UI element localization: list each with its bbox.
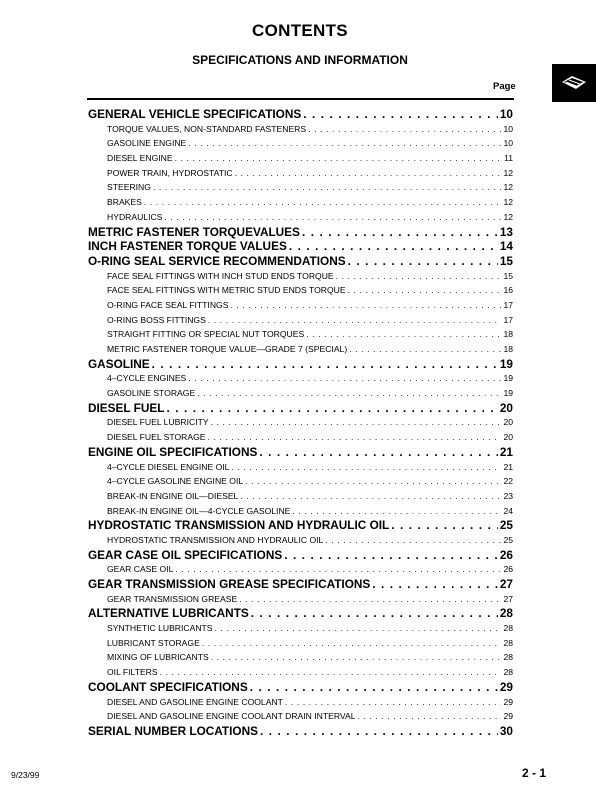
- toc-entry-page: 14: [499, 239, 513, 254]
- toc-entry-page: 29: [499, 679, 513, 694]
- toc-entry-page: 11: [504, 153, 513, 164]
- toc-entry-page: 10: [503, 138, 513, 149]
- dot-leader: [284, 548, 498, 563]
- toc-entry-page: 20: [503, 417, 513, 428]
- toc-subentry[interactable]: [88, 489, 513, 504]
- toc-subentry[interactable]: [88, 636, 513, 651]
- toc-entry-label: GEAR TRANSMISSION GREASE SPECIFICATIONS: [88, 577, 371, 591]
- toc-section-entry[interactable]: [88, 445, 513, 460]
- toc-entry-page: 21: [503, 461, 513, 472]
- dot-leader: [348, 254, 498, 269]
- dot-leader: [260, 724, 498, 739]
- toc-entry-label: BRAKES: [107, 197, 142, 208]
- footer-page-number: 2 - 1: [522, 766, 547, 780]
- toc-subentry[interactable]: [88, 269, 513, 284]
- dot-leader: [208, 313, 502, 328]
- toc-entry-label: DIESEL AND GASOLINE ENGINE COOLANT DRAIN INTERVAL: [107, 711, 356, 722]
- toc-subentry[interactable]: [88, 327, 513, 342]
- toc-subentry[interactable]: [88, 151, 513, 166]
- toc-subentry[interactable]: [88, 122, 513, 137]
- dot-leader: [303, 107, 498, 122]
- toc-entry-page: 19: [503, 388, 513, 399]
- section-subtitle: SPECIFICATIONS AND INFORMATION: [192, 53, 408, 67]
- toc-section-entry[interactable]: [88, 724, 513, 739]
- toc-entry-page: 21: [499, 444, 513, 459]
- dot-leader: [349, 342, 501, 357]
- page-column-label: Page: [493, 81, 516, 92]
- dot-leader: [245, 474, 501, 489]
- toc-entry-label: MIXING OF LUBRICANTS: [107, 652, 209, 663]
- dot-leader: [325, 533, 501, 548]
- dot-leader: [336, 269, 502, 284]
- toc-entry-page: 26: [503, 564, 513, 575]
- toc-entry-label: DIESEL ENGINE: [107, 153, 173, 164]
- toc-entry-page: 28: [503, 652, 513, 663]
- dot-leader: [372, 577, 498, 592]
- toc-entry-label: 4–CYCLE ENGINES: [107, 373, 187, 384]
- toc-section-entry[interactable]: [88, 107, 513, 122]
- toc-entry-label: 4–CYCLE GASOLINE ENGINE OIL: [107, 476, 244, 487]
- toc-entry-page: 27: [499, 577, 513, 591]
- dot-leader: [302, 225, 498, 240]
- toc-subentry[interactable]: [88, 504, 513, 519]
- toc-subentry[interactable]: [88, 210, 513, 225]
- toc-entry-page: 25: [503, 534, 513, 545]
- toc-entry-label: GASOLINE STORAGE: [107, 388, 196, 399]
- toc-entry-label: HYDROSTATIC TRANSMISSION AND HYDRAULIC OIL: [88, 518, 390, 533]
- toc-entry-label: STRAIGHT FITTING OR SPECIAL NUT TORQUES: [107, 329, 305, 340]
- toc-section-entry[interactable]: [88, 225, 513, 240]
- toc-entry-label: HYDROSTATIC TRANSMISSION AND HYDRAULIC OIL: [107, 534, 324, 545]
- toc-section-entry[interactable]: [88, 606, 513, 621]
- toc-entry-label: DIESEL AND GASOLINE ENGINE COOLANT: [107, 696, 283, 707]
- dot-leader: [289, 239, 498, 254]
- toc-entry-page: 12: [503, 182, 513, 193]
- toc-entry-label: GASOLINE: [88, 356, 150, 371]
- toc-entry-page: 28: [499, 606, 513, 621]
- toc-entry-page: 18: [503, 344, 513, 354]
- toc-entry-page: 25: [499, 518, 513, 533]
- toc-section-entry[interactable]: [88, 239, 513, 254]
- dot-leader: [166, 401, 497, 416]
- toc-entry-page: 10: [503, 123, 513, 134]
- dot-leader: [235, 166, 502, 181]
- dot-leader: [250, 680, 498, 695]
- dot-leader: [211, 415, 502, 430]
- toc-section-entry[interactable]: [88, 357, 513, 372]
- toc-subentry[interactable]: [88, 371, 513, 386]
- dot-leader: [292, 504, 501, 519]
- toc-subentry[interactable]: [88, 195, 513, 210]
- toc-entry-page: 24: [503, 505, 513, 516]
- toc-entry-label: ENGINE OIL SPECIFICATIONS: [88, 444, 258, 459]
- toc-entry-label: METRIC FASTENER TORQUEVALUES: [88, 224, 300, 239]
- toc-subentry[interactable]: [88, 430, 513, 445]
- toc-entry-page: 28: [503, 623, 513, 634]
- dot-leader: [239, 592, 501, 607]
- dot-leader: [164, 210, 501, 225]
- dot-leader: [348, 283, 502, 298]
- dot-leader: [358, 709, 502, 724]
- toc-section-entry[interactable]: [88, 254, 513, 269]
- toc-entry-page: 15: [503, 270, 513, 281]
- toc-subentry[interactable]: [88, 709, 513, 724]
- toc-entry-page: 19: [499, 356, 513, 371]
- toc-subentry[interactable]: [88, 298, 513, 313]
- toc-entry-label: GENERAL VEHICLE SPECIFICATIONS: [88, 107, 302, 121]
- toc-entry-page: 20: [499, 400, 513, 415]
- toc-entry-page: 12: [503, 167, 513, 178]
- toc-subentry[interactable]: [88, 166, 513, 181]
- toc-section-entry[interactable]: [88, 401, 513, 416]
- toc-subentry[interactable]: [88, 460, 513, 475]
- dot-leader: [175, 562, 501, 577]
- toc-entry-page: 13: [499, 224, 513, 239]
- toc-subentry[interactable]: [88, 415, 513, 430]
- toc-entry-label: BREAK-IN ENGINE OIL—4-CYCLE GASOLINE: [107, 505, 291, 516]
- toc-entry-label: METRIC FASTENER TORQUE VALUE—GRADE 7 (SPECIAL): [107, 344, 348, 354]
- toc-subentry[interactable]: [88, 313, 513, 328]
- toc-entry-page: 27: [503, 593, 513, 604]
- page-title: CONTENTS: [252, 21, 348, 40]
- toc-subentry[interactable]: [88, 180, 513, 195]
- toc-entry-page: 20: [503, 432, 513, 443]
- toc-entry-label: POWER TRAIN, HYDROSTATIC: [107, 167, 233, 178]
- dot-leader: [259, 445, 498, 460]
- toc-section-entry[interactable]: [88, 577, 513, 592]
- toc-entry-label: INCH FASTENER TORQUE VALUES: [88, 239, 287, 254]
- toc-entry-page: 12: [503, 211, 513, 222]
- section-tab[interactable]: [552, 64, 596, 102]
- toc-entry-label: ALTERNATIVE LUBRICANTS: [88, 606, 249, 621]
- dot-leader: [175, 151, 502, 166]
- toc-entry-page: 19: [503, 373, 513, 384]
- toc-entry-page: 15: [499, 253, 513, 268]
- dot-leader: [202, 636, 502, 651]
- toc-subentry[interactable]: [88, 136, 513, 151]
- dot-leader: [197, 386, 501, 401]
- toc-entry-page: 12: [503, 197, 513, 208]
- toc-entry-page: 18: [503, 329, 513, 340]
- toc-entry-label: 4–CYCLE DIESEL ENGINE OIL: [107, 461, 230, 472]
- dot-leader: [215, 621, 502, 636]
- toc-section-entry[interactable]: [88, 518, 513, 533]
- toc-entry-label: O-RING BOSS FITTINGS: [107, 314, 206, 325]
- toc-entry-page: 10: [499, 107, 513, 121]
- toc-entry-label: BREAK-IN ENGINE OIL—DIESEL: [107, 490, 239, 501]
- toc-entry-label: GEAR CASE OIL: [107, 564, 174, 575]
- dot-leader: [211, 650, 502, 665]
- toc-entry-page: 16: [503, 285, 513, 296]
- manual-book-icon: [560, 74, 588, 92]
- toc-entry-page: 29: [503, 711, 513, 722]
- toc-entry-page: 28: [503, 667, 513, 678]
- toc-section-entry[interactable]: [88, 680, 513, 695]
- dot-leader: [230, 298, 501, 313]
- toc-subentry[interactable]: [88, 592, 513, 607]
- toc-entry-label: GASOLINE ENGINE: [107, 138, 187, 149]
- dot-leader: [188, 136, 501, 151]
- toc-subentry[interactable]: [88, 474, 513, 489]
- toc-subentry[interactable]: [88, 562, 513, 577]
- toc-entry-page: 26: [499, 547, 513, 562]
- toc-subentry[interactable]: [88, 621, 513, 636]
- toc-entry-page: 23: [503, 490, 513, 501]
- dot-leader: [391, 518, 498, 533]
- toc-entry-label: TORQUE VALUES, NON-STANDARD FASTENERS: [107, 123, 307, 134]
- toc-subentry[interactable]: [88, 695, 513, 710]
- toc-entry-label: DIESEL FUEL: [88, 400, 165, 415]
- toc-subentry[interactable]: [88, 533, 513, 548]
- toc-entry-label: GEAR CASE OIL SPECIFICATIONS: [88, 547, 283, 562]
- header-rule: [87, 98, 514, 100]
- dot-leader: [160, 665, 502, 680]
- dot-leader: [208, 430, 502, 445]
- footer-date: 9/23/99: [11, 770, 40, 780]
- dot-leader: [308, 122, 501, 137]
- dot-leader: [240, 489, 501, 504]
- dot-leader: [231, 460, 501, 475]
- toc-entry-label: O-RING SEAL SERVICE RECOMMENDATIONS: [88, 253, 346, 268]
- toc-entry-page: 17: [503, 299, 513, 310]
- dot-leader: [153, 180, 502, 195]
- toc-subentry[interactable]: [88, 665, 513, 680]
- toc-entry-page: 30: [499, 723, 513, 738]
- toc-entry-label: COOLANT SPECIFICATIONS: [88, 679, 248, 694]
- dot-leader: [152, 357, 498, 372]
- toc-entry-page: 17: [503, 314, 513, 325]
- toc-entry-label: SYNTHETIC LUBRICANTS: [107, 623, 213, 634]
- dot-leader: [251, 606, 498, 621]
- toc-subentry[interactable]: [88, 342, 513, 357]
- toc-entry-page: 22: [503, 476, 513, 487]
- toc-entry-label: DIESEL FUEL STORAGE: [107, 432, 206, 443]
- toc-entry-page: 28: [503, 637, 513, 648]
- toc-entry-label: DIESEL FUEL LUBRICITY: [107, 417, 209, 428]
- dot-leader: [285, 695, 502, 710]
- toc-entry-label: HYDRAULICS: [107, 211, 163, 222]
- toc-entry-label: SERIAL NUMBER LOCATIONS: [88, 723, 258, 738]
- toc-entry-page: 29: [503, 696, 513, 707]
- toc-entry-label: O-RING FACE SEAL FITTINGS: [107, 299, 229, 310]
- toc-section-entry[interactable]: [88, 548, 513, 563]
- toc-subentry[interactable]: [88, 386, 513, 401]
- toc-entry-label: STEERING: [107, 182, 151, 193]
- dot-leader: [306, 327, 501, 342]
- table-of-contents: [88, 107, 513, 739]
- dot-leader: [144, 195, 502, 210]
- toc-subentry[interactable]: [88, 283, 513, 298]
- dot-leader: [188, 371, 501, 386]
- toc-entry-label: OIL FILTERS: [107, 667, 158, 678]
- toc-entry-label: GEAR TRANSMISSION GREASE: [107, 593, 238, 604]
- toc-entry-label: LUBRICANT STORAGE: [107, 637, 200, 648]
- toc-subentry[interactable]: [88, 650, 513, 665]
- toc-entry-label: FACE SEAL FITTINGS WITH METRIC STUD ENDS TORQUE: [107, 285, 346, 296]
- toc-entry-label: FACE SEAL FITTINGS WITH INCH STUD ENDS TORQUE: [107, 270, 334, 281]
